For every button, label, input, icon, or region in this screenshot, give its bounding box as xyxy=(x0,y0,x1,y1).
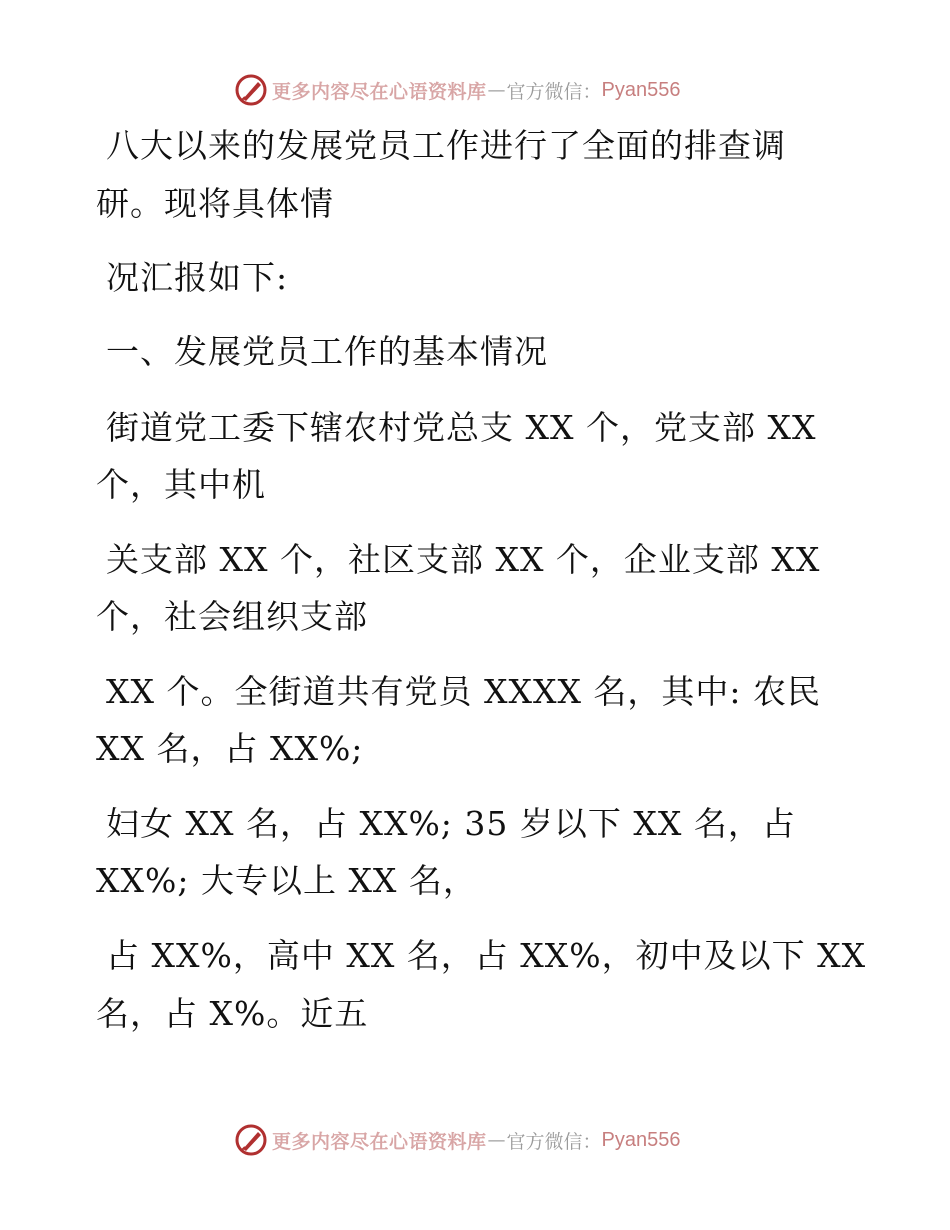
text-line: 街道党工委下辖农村党总支 XX 个，党支部 XX xyxy=(106,408,817,447)
watermark-dash: — xyxy=(487,79,506,101)
watermark-wechat-id: Pyan556 xyxy=(601,1128,681,1151)
section-heading: 一、发展党员工作的基本情况 xyxy=(106,332,548,371)
text-line: 研。现将具体情 xyxy=(96,184,334,223)
watermark-wechat-label: 官方微信： xyxy=(506,1130,602,1153)
text-line: XX 个。全街道共有党员 XXXX 名，其中: 农民 xyxy=(106,672,822,711)
text-line: 妇女 XX 名，占 XX%; 35 岁以下 XX 名，占 xyxy=(106,804,796,843)
watermark-wechat-label: 官方微信： xyxy=(506,80,602,103)
footer-watermark xyxy=(234,1122,681,1158)
text-line: 个，社会组织支部 xyxy=(96,597,368,636)
watermark-dash: — xyxy=(487,1129,506,1151)
text-line: 况汇报如下: xyxy=(106,258,289,297)
header-watermark xyxy=(234,72,681,108)
text-line: XX 名，占 XX%; xyxy=(96,729,364,768)
watermark-text: 更多内容尽在心语资料库 xyxy=(272,1130,487,1153)
text-line: 关支部 XX 个，社区支部 XX 个，企业支部 XX xyxy=(106,540,821,579)
watermark-wechat-id: Pyan556 xyxy=(601,78,681,101)
text-line: 名，占 X%。近五 xyxy=(96,994,369,1033)
text-line: XX%; 大专以上 XX 名， xyxy=(96,861,477,900)
text-line: 个，其中机 xyxy=(96,465,266,504)
quill-pen-circle-icon xyxy=(234,73,268,107)
quill-pen-circle-icon xyxy=(234,1123,268,1157)
watermark-text: 更多内容尽在心语资料库 xyxy=(272,80,487,103)
text-line: 八大以来的发展党员工作进行了全面的排查调 xyxy=(106,126,786,165)
text-line: 占 XX%，高中 XX 名，占 XX%，初中及以下 XX xyxy=(106,936,867,975)
